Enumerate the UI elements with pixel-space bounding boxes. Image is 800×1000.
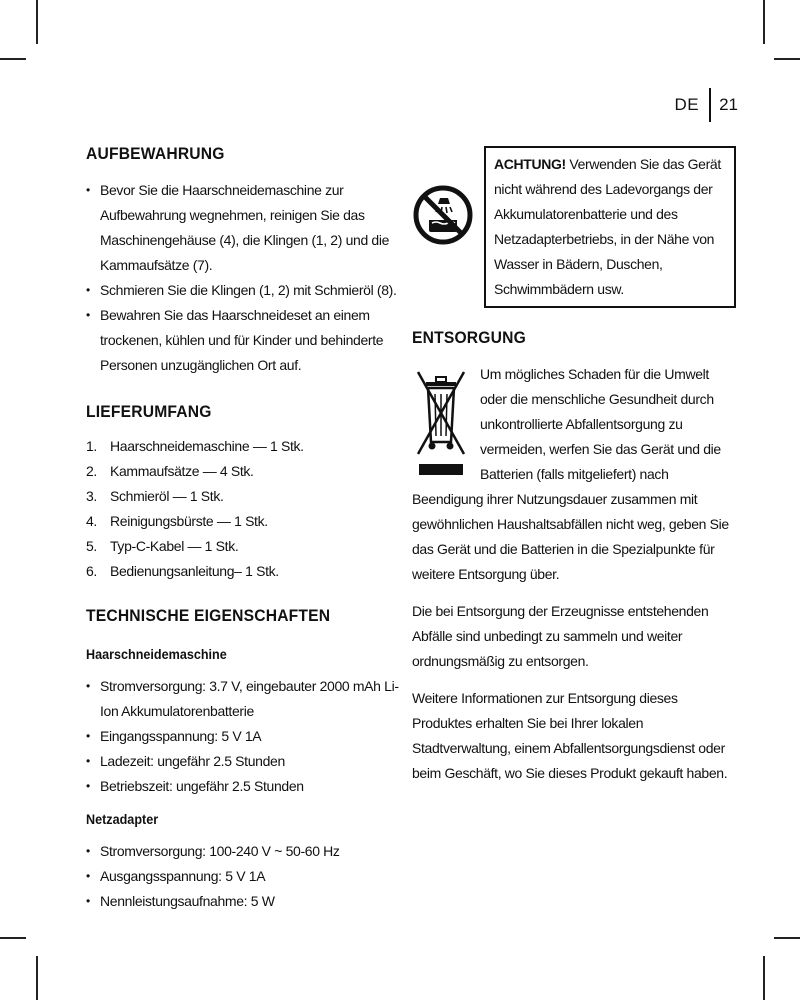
list-item: • Betriebszeit: ungefähr 2.5 Stunden: [86, 774, 404, 799]
list-item: • Ladezeit: ungefähr 2.5 Stunden: [86, 749, 404, 774]
crop-mark: [0, 58, 26, 60]
storage-list: [86, 178, 404, 378]
adapter-subtitle: Netzadapter: [86, 811, 159, 827]
crop-mark: [36, 956, 38, 1000]
disposal-paragraph: Die bei Entsorgung der Erzeugnisse entstehenden Abfälle sind unbedingt zu sammeln und weiter ordnungsmäßig zu entsorgen.: [412, 603, 709, 669]
warning-text: Verwenden Sie das Gerät nicht während des Ladevorgangs der Akkumulatorenbatterie und des Netzadapterbetriebs, in der Nähe von Wasser in Bädern, Duschen, Schwimmbädern usw.: [494, 156, 721, 297]
crop-mark: [0, 937, 26, 939]
list-item: • Stromversorgung: 100-240 V ~ 50-60 Hz: [86, 839, 404, 864]
adapter-specs-list: [86, 839, 404, 914]
list-item: • Nennleistungsaufnahme: 5 W: [86, 889, 404, 914]
list-item: 5. Typ-C-Kabel — 1 Stk.: [86, 538, 239, 554]
list-item: • Bewahren Sie das Haarschneideset an einem trockenen, kühlen und für Kinder und behinderte Personen unzugänglichen Ort auf.: [86, 303, 404, 378]
list-item: • Ausgangsspannung: 5 V 1A: [86, 864, 404, 889]
tech-title: TECHNISCHE EIGENSCHAFTEN: [86, 606, 331, 625]
disposal-title: ENTSORGUNG: [412, 328, 526, 347]
list-item: • Schmieren Sie die Klingen (1, 2) mit Schmieröl (8).: [86, 278, 404, 303]
crossed-bin-icon: [412, 364, 470, 484]
crop-mark: [774, 937, 800, 939]
list-item: • Eingangsspannung: 5 V 1A: [86, 724, 404, 749]
storage-section: [86, 144, 404, 378]
warning-block: [412, 146, 736, 308]
machine-subtitle: Haarschneidemaschine: [86, 646, 227, 662]
list-item: 2. Kammaufsätze — 4 Stk.: [86, 463, 254, 479]
tech-section: [86, 606, 404, 914]
list-item: 6. Bedienungsanleitung– 1 Stk.: [86, 563, 279, 579]
crop-mark: [36, 0, 38, 44]
storage-title: AUFBEWAHRUNG: [86, 144, 225, 163]
list-item: • Bevor Sie die Haarschneidemaschine zur Aufbewahrung wegnehmen, reinigen Sie das Maschinengehäuse (4), die Klingen (1, 2) und die Kammaufsätze (7).: [86, 178, 404, 278]
list-item: 1. Haarschneidemaschine — 1 Stk.: [86, 438, 304, 454]
left-column: [86, 140, 404, 914]
delivery-section: [86, 402, 404, 584]
list-item: • Stromversorgung: 3.7 V, eingebauter 2000 mAh Li-Ion Akkumulatorenbatterie: [86, 674, 404, 724]
warning-box: [484, 146, 736, 308]
crop-mark: [774, 58, 800, 60]
list-item: 3. Schmieröl — 1 Stk.: [86, 488, 224, 504]
delivery-title: LIEFERUMFANG: [86, 402, 212, 421]
machine-specs-list: [86, 674, 404, 799]
disposal-paragraph: Weitere Informationen zur Entsorgung dieses Produktes erhalten Sie bei Ihrer lokalen Stadtverwaltung, einem Abfallentsorgungsdienst oder beim Geschäft, wo Sie dieses Produkt gekauft haben.: [412, 690, 728, 781]
warning-label: ACHTUNG!: [494, 156, 566, 172]
page-number: 21: [719, 95, 738, 114]
language-code: DE: [674, 95, 700, 114]
right-column: [412, 140, 736, 786]
disposal-body: [412, 362, 736, 587]
page-header: [674, 88, 738, 122]
crop-mark: [763, 0, 765, 44]
list-item: 4. Reinigungsbürste — 1 Stk.: [86, 513, 268, 529]
disposal-text: Um mögliches Schaden für die Umwelt oder die menschliche Gesundheit durch unkontrollierte Abfallentsorgung zu vermeiden, werfen Sie das Gerät und die Batterien (falls mitgeliefert) nach Beendigung ihrer Nutzungsdauer zusammen mit gewöhnlichen Haushaltsabfällen nicht weg, geben Sie das Gerät und die Batterien in die Spezialpunkte für weitere Entsorgung über.: [412, 366, 729, 582]
disposal-section: [412, 328, 736, 786]
crop-mark: [763, 956, 765, 1000]
header-divider: [709, 88, 711, 122]
no-water-icon: [412, 184, 474, 246]
delivery-list: [86, 434, 404, 584]
